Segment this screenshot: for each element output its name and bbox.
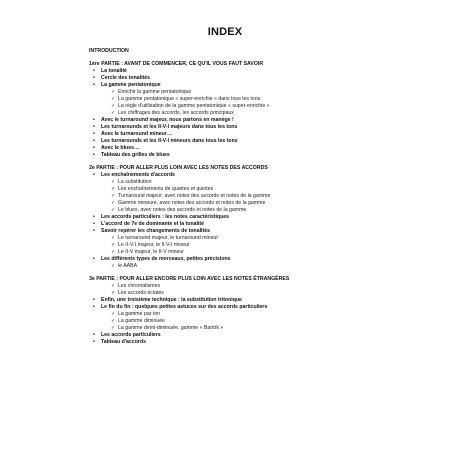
- bullet-icon: •: [93, 228, 95, 234]
- toc-subitem-label: La gamme demi-diminuée, gamme « Bartók »: [118, 325, 224, 331]
- toc-item-label: Avec le turnaround mineur…: [101, 131, 173, 137]
- bullet-icon: •: [93, 214, 95, 220]
- toc-item: [89, 138, 429, 145]
- bullet-icon: •: [93, 117, 95, 123]
- introduction-heading: INTRODUCTION: [89, 48, 129, 54]
- page-title: INDEX: [207, 26, 243, 38]
- toc-subitem-label: La substitution: [118, 179, 152, 185]
- toc-subitem-label: Les chromatismes: [118, 283, 161, 289]
- bullet-icon: •: [93, 82, 95, 88]
- toc-item: [89, 214, 429, 221]
- part-heading: 2e PARTIE : POUR ALLER PLUS LOIN AVEC LES NOTES DES ACCORDS: [89, 165, 268, 171]
- toc-item-label: L'accord de 7e de dominante et la tonalité: [101, 221, 204, 227]
- toc-item-label: Tableau d'accords: [101, 339, 146, 345]
- toc-subitem: [89, 263, 429, 270]
- toc-item: [89, 117, 429, 124]
- toc-subitem-label: Le blues, avec notes des accords et notes de la gamme: [118, 207, 247, 213]
- checkmark-icon: ✓: [111, 283, 116, 289]
- checkmark-icon: ✓: [111, 242, 116, 248]
- toc-subitem-label: Le II-V-I majeur, le II-V-I mineur: [118, 242, 190, 248]
- toc-subitem-label: Le II-V majeur, le II-V mineur: [118, 249, 185, 255]
- toc-item-label: Savoir repérer les changements de tonalités: [101, 228, 210, 234]
- checkmark-icon: ✓: [111, 193, 116, 199]
- toc-item-label: Le fin du fin : quelques petites astuces sur des accords particuliers: [101, 304, 268, 310]
- bullet-icon: •: [93, 138, 95, 144]
- toc-subitem-label: Gamme mineure, avec notes des accords et notes de la gamme: [118, 200, 266, 206]
- toc-item: [89, 75, 429, 82]
- toc-subitem-label: le AABA: [118, 263, 138, 269]
- toc-item: [89, 82, 429, 89]
- toc-subitem: [89, 242, 429, 249]
- checkmark-icon: ✓: [111, 263, 116, 269]
- toc-subitem: [89, 96, 429, 103]
- toc-item-label: La gamme pentatonique: [101, 82, 161, 88]
- checkmark-icon: ✓: [111, 96, 116, 102]
- checkmark-icon: ✓: [111, 200, 116, 206]
- toc-item-label: Tableau des grilles de blues: [101, 152, 170, 158]
- toc-subitem-label: La gamme pentatonique « super-enrichie » dans tous les tons: [118, 96, 261, 102]
- toc-subitem: [89, 249, 429, 256]
- toc-subitem: [89, 110, 429, 117]
- toc-subitem-label: La gamme par ton: [118, 311, 161, 317]
- bullet-icon: •: [93, 339, 95, 345]
- toc-item: [89, 332, 429, 339]
- toc-subitem-label: Les accords éclatés: [118, 290, 164, 296]
- checkmark-icon: ✓: [111, 89, 116, 95]
- toc-item-label: Les turnarounds et les II-V-I majeurs dans tous les tons: [101, 124, 238, 130]
- toc-subitem-label: Les enchaînements de quartes et quintes: [118, 186, 214, 192]
- bullet-icon: •: [93, 332, 95, 338]
- checkmark-icon: ✓: [111, 110, 116, 116]
- toc-subitem: [89, 193, 429, 200]
- checkmark-icon: ✓: [111, 235, 116, 241]
- checkmark-icon: ✓: [111, 249, 116, 255]
- bullet-icon: •: [93, 68, 95, 74]
- bullet-icon: •: [93, 145, 95, 151]
- toc-subitem: [89, 207, 429, 214]
- checkmark-icon: ✓: [111, 207, 116, 213]
- toc-item: [89, 221, 429, 228]
- toc-subitem: [89, 103, 429, 110]
- toc-subitem-label: Le turnaround majeur, le turnaround mineur: [118, 235, 219, 241]
- toc-subitem: [89, 89, 429, 96]
- bullet-icon: •: [93, 221, 95, 227]
- checkmark-icon: ✓: [111, 290, 116, 296]
- toc-subitem-label: La règle d'utilisation de la gamme pentatonique « super-enrichie »: [118, 103, 270, 109]
- checkmark-icon: ✓: [111, 325, 116, 331]
- toc-item: [89, 145, 429, 152]
- checkmark-icon: ✓: [111, 186, 116, 192]
- checkmark-icon: ✓: [111, 311, 116, 317]
- toc-item-label: Cercle des tonalités: [101, 75, 151, 81]
- toc-subitem: [89, 200, 429, 207]
- bullet-icon: •: [93, 75, 95, 81]
- toc-subitem-label: Enrichir la gamme pentatonique: [118, 89, 192, 95]
- toc-subitem: [89, 235, 429, 242]
- bullet-icon: •: [93, 152, 95, 158]
- toc-item: [89, 256, 429, 263]
- toc-item-label: Les accords particuliers: [101, 332, 161, 338]
- checkmark-icon: ✓: [111, 103, 116, 109]
- toc-subitem-label: Turnaround majeur, avec notes des accords et notes de la gamme: [118, 193, 271, 199]
- checkmark-icon: ✓: [111, 179, 116, 185]
- toc-item: [89, 172, 429, 179]
- bullet-icon: •: [93, 297, 95, 303]
- toc-item: [89, 297, 429, 304]
- toc-subitem: [89, 186, 429, 193]
- toc-item-label: Les différents types de morceaux, petites précisions: [101, 256, 231, 262]
- toc-subitem: [89, 311, 429, 318]
- toc-item: [89, 124, 429, 131]
- toc-item: [89, 68, 429, 75]
- toc-subitem: [89, 318, 429, 325]
- bullet-icon: •: [93, 131, 95, 137]
- bullet-icon: •: [93, 256, 95, 262]
- bullet-icon: •: [93, 304, 95, 310]
- toc-item-label: La tonalité: [101, 68, 127, 74]
- toc-item: [89, 339, 429, 346]
- table-of-contents: [89, 47, 429, 346]
- toc-subitem-label: La gamme diminuée: [118, 318, 166, 324]
- toc-subitem: [89, 325, 429, 332]
- toc-item-label: Les enchaînements d'accords: [101, 172, 175, 178]
- parts-list: [89, 61, 429, 346]
- toc-item-label: Les turnarounds et les II-V-I mineurs dans tous les tons: [101, 138, 238, 144]
- part-heading: 3e PARTIE : POUR ALLER ENCORE PLUS LOIN AVEC LES NOTES ÉTRANGÈRES: [89, 276, 290, 282]
- toc-item: [89, 152, 429, 159]
- bullet-icon: •: [93, 172, 95, 178]
- toc-item-label: Avec le blues…: [101, 145, 140, 151]
- toc-subitem: [89, 290, 429, 297]
- part-heading: 1ère PARTIE : AVANT DE COMMENCER, CE QU'IL VOUS FAUT SAVOIR: [89, 61, 264, 67]
- bullet-icon: •: [93, 124, 95, 130]
- checkmark-icon: ✓: [111, 318, 116, 324]
- toc-item-label: Enfin, une troisième technique : la substitution tritonique: [101, 297, 242, 303]
- toc-subitem: [89, 283, 429, 290]
- toc-item: [89, 228, 429, 235]
- toc-subitem: [89, 179, 429, 186]
- toc-subitem-label: Les chiffrages des accords, les accords principaux: [118, 110, 234, 116]
- toc-item-label: Les accords particuliers : les notes caractéristiques: [101, 214, 230, 220]
- toc-item: [89, 304, 429, 311]
- toc-item: [89, 131, 429, 138]
- toc-item-label: Avec le turnaround majeur, nous partons en manège !: [101, 117, 234, 123]
